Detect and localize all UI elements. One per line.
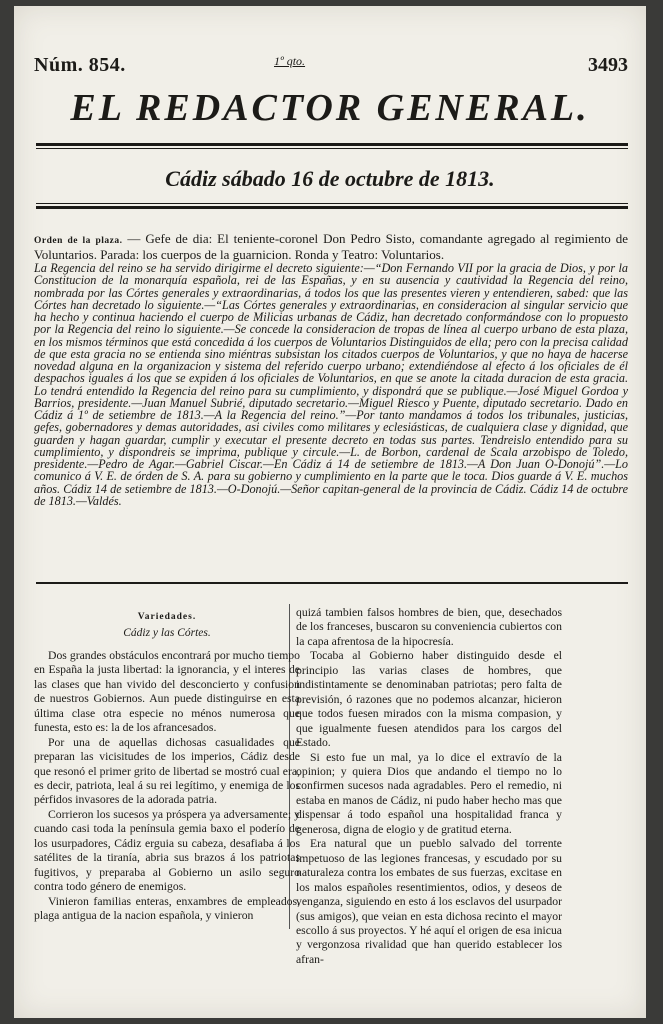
date-rule-thick bbox=[36, 206, 628, 209]
section-subheading: Cádiz y las Córtes. bbox=[123, 627, 211, 640]
date-rule-thin bbox=[36, 203, 628, 204]
header-line bbox=[34, 54, 628, 80]
masthead-rule-thick bbox=[36, 143, 628, 146]
section-heading: Variedades. bbox=[137, 612, 197, 622]
orden-de-la-plaza bbox=[34, 232, 628, 507]
dateline: Cádiz sábado 16 de octubre de 1813. bbox=[165, 166, 495, 191]
paragraph: Por una de aquellas dichosas casualidades que preparan las vicisitudes de los imperios, Cádiz desde que resonó el primer grito de libertad se mostró cual era, es decir, patriota, leal á su rei legítimo, y enemiga de los pérfidos invasores de la adorada patria. bbox=[34, 735, 300, 807]
variedades-left-column bbox=[34, 606, 300, 924]
paragraph: Dos grandes obstáculos encontrará por mucho tiempo en España la justa libertad: la ignorancia, y el interes de las clases que han vivido del desconcierto y confusion de nuestros Gobiernos. Aun puede distinguirse en esta última clase otra especie no ménos numerosa que funesta, esto es: la de los afrancesados. bbox=[34, 648, 300, 735]
page-number: 3493 bbox=[588, 54, 628, 76]
paragraph: Tocaba al Gobierno haber distinguido desde el principio las varias clases de hombres, que indistintamente se denominaban patriotas; pero falta de previsión, ó razones que no podemos alcanzar, hicieron que todos fuesen mirados con la misma compasion, y que igualmente fuesen atendidos para los cargos del Estado. bbox=[296, 649, 562, 750]
paragraph: quizá tambien falsos hombres de bien, que, desechados de los franceses, buscaron su conveniencia cubiertos con la capa afrentosa de la hipocresía. bbox=[296, 606, 562, 648]
issue-number: Núm. 854. bbox=[34, 54, 126, 76]
orden-caption: Orden de la plaza. bbox=[34, 236, 123, 246]
section-rule bbox=[36, 582, 628, 584]
orden-lead bbox=[34, 232, 628, 262]
paragraph: Corrieron los sucesos ya próspera ya adversamente; y cuando casi toda la península gemia baxo el poderío de los usurpadores, Cádiz erguia su cabeza, desafiaba á los satélites de la tiranía, abria sus brazos á los patriotas fugitivos, y preparaba al Gobierno un asilo seguro contra todo género de enemigos. bbox=[34, 807, 300, 894]
newspaper-title: EL REDACTOR GENERAL. bbox=[70, 87, 590, 129]
newspaper-page bbox=[14, 6, 646, 1018]
paragraph: Vinieron familias enteras, enxambres de empleados, plaga antigua de la nacion española, y vinieron bbox=[34, 894, 300, 923]
variedades-right-column bbox=[296, 606, 562, 967]
masthead-rule-thin bbox=[36, 148, 628, 149]
paragraph: Era natural que un pueblo salvado del torrente impetuoso de las legiones francesas, y escudado por su naturaleza contra los embates de sus fuerzas, excitase en los malos españoles resentimientos, odios, y deseos de venganza, siguiendo en esto á los esclavos del usurpador (sus amigos), que veian en esta dichosa recinto el mayor escollo á sus proyectos. Y hé aquí el origen de esa inicua y vergonzosa rivalidad que han querido establecer los afran- bbox=[296, 837, 562, 966]
sheet-mark: 1º qto. bbox=[274, 54, 306, 68]
orden-text: — Gefe de dia: El teniente-coronel Don Pedro Sisto, comandante agregado al regimiento de Voluntarios. Parada: los cuerpos de la guarnicion. Ronda y Teatro: Voluntarios. bbox=[34, 231, 629, 262]
decree-text: La Regencia del reino se ha servido dirigirme el decreto siguiente:—“Don Fernando VII por la gracia de Dios, y por la Constitucion de la monarquía española, rei de las Españas, y en su ausencia y cautividad la Regencia del reino, nombrada por las Córtes generales y extraordinarias, á todos los que las presentes vieren y entendieren, sabed: que las Córtes han decretado lo siguiente.—“Las Córtes generales y extraordinarias, en consideracion al singular servicio que ha hecho y continua haciendo el cuerpo de Milicias urbanas de Cádiz, han decretado conformándose con lo propuesto por la Regencia del reino lo siguiente.—Se concede la consideracion de tropas de línea al cuerpo urbano de esta plaza, en los mismos términos que está concedida á los cuerpos de Voluntarios Distinguidos de ella; pero con la precisa calidad de que esta gracia no se entienda sino miéntras subsistan los citados cuerpos de Voluntarios, y que no haya de hacerse novedad alguna en la organizacion y sistema del referido cuerpo urbano; extendiéndose al efecto á los oficiales de él despachos iguales á los que se expiden á los oficiales de Voluntarios, en que se anote la citada duracion de esta gracia. Lo tendrá entendido la Regencia del reino para su cumplimiento, y dispondrá que se publique.—José Miguel Gordoa y Barrios, presidente.—Juan Manuel Subrié, diputado secretario.—Miguel Riesco y Puente, diputado secretario. Dado en Cádiz á 1º de setiembre de 1813.—A la Regencia del reino.”—Por tanto mandamos á todos los tribunales, justicias, gefes, gobernadores y demas autoridades, asi civiles como militares y eclesiásticas, de cualquiera clase y dignidad, que guarden y hagan guardar, cumplir y executar el presente decreto en todas sus partes. Tendreislo entendido para su cumplimiento, y dispondreis se imprima, publique y circule.—L. de Borbon, cardenal de Scala arzobispo de Toledo, presidente.—Pedro de Agar.—Gabriel Ciscar.—En Cádiz á 14 de setiembre de 1813.—A Don Juan O-Donojú”.—Lo comunico á V. E. de órden de S. A. para su gobierno y cumplimiento en la parte que le toca. Dios guarde á V. E. muchos años. Cádiz 14 de setiembre de 1813.—O-Donojú.—Señor capitan-general de la provincia de Cádiz. Cádiz 14 de octubre de 1813.—Valdés. bbox=[34, 261, 628, 508]
paragraph: Si esto fue un mal, ya lo dice el extravío de la opinion; y quiera Dios que andando el tiempo no lo confirmen sucesos nada agradables. Pero el remedio, ni estaba en manos de Cádiz, ni pudo haber hecho mas que dispensar á todo español una hospitalidad franca y generosa, digna de elogio y de gratitud eterna. bbox=[296, 750, 562, 836]
